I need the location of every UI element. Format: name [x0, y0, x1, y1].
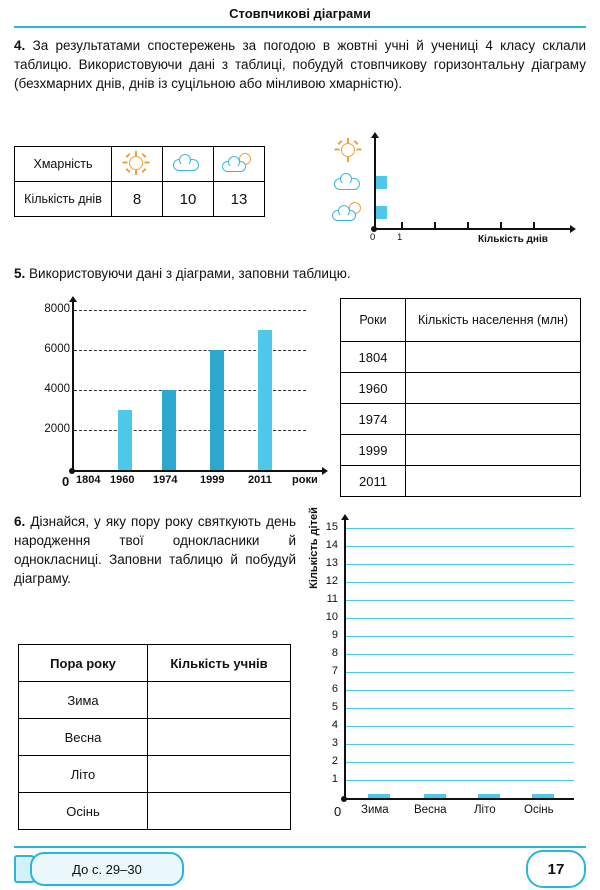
task-4-table [14, 146, 265, 217]
chart6-x-tick-spring: Весна [414, 804, 447, 816]
task-5-header-population: Кількість населення (млн) [406, 299, 581, 342]
chart6-x-tick-winter: Зима [361, 804, 389, 816]
task-5-input-1[interactable] [406, 373, 581, 404]
chart5-x-tick-1960: 1960 [110, 474, 135, 486]
chart5-x-tick-1974: 1974 [153, 474, 178, 486]
chart6-y-tick-11: 11 [326, 593, 338, 605]
chart6-bar-spring [424, 794, 446, 798]
task-4-value-2: 13 [214, 182, 265, 217]
chart6-y-tick-7: 7 [331, 665, 338, 677]
sun-icon-cell [112, 147, 163, 182]
page-number: 17 [526, 850, 586, 888]
chart4-tick [500, 222, 502, 229]
task-5-header-years: Роки [341, 299, 406, 342]
chart6-y-tick-12: 12 [325, 575, 338, 587]
chart6-gridline [344, 762, 574, 763]
chart4-tick-label-1: 1 [397, 232, 403, 243]
chart6-x-tick-summer: Літо [474, 804, 496, 816]
chart5-x-axis-arrow [322, 467, 328, 475]
chart5-bar-1999 [210, 350, 224, 470]
chart6-y-tick-8: 8 [331, 647, 338, 659]
chart6-gridline [344, 528, 574, 529]
chart5-bar-2011 [258, 330, 272, 470]
task-5-input-3[interactable] [406, 435, 581, 466]
chart5-x-axis-label: роки [292, 474, 318, 486]
task-4-row-label-days: Кількість днів [15, 182, 112, 217]
chart6-y-tick-14: 14 [325, 539, 338, 551]
task-5-year-4: 2011 [341, 466, 406, 497]
task-5-year-0: 1804 [341, 342, 406, 373]
table-row [19, 793, 291, 830]
cloud-icon [171, 153, 205, 175]
chart6-gridline [344, 726, 574, 727]
chart4-x-axis-label: Кількість днів [478, 234, 548, 245]
chart6-x-tick-autumn: Осінь [524, 804, 554, 816]
chart4-tick-label-0: 0 [370, 232, 376, 243]
chart5-gridline [74, 310, 306, 311]
task-6-season-0: Зима [19, 682, 148, 719]
task-5-body: Використовуючи дані з діаграми, заповни таблицю. [29, 266, 351, 281]
task-5-year-1: 1960 [341, 373, 406, 404]
chart4-tick [434, 222, 436, 229]
table-row [341, 466, 581, 497]
table-row [341, 299, 581, 342]
chart4-y-axis-arrow [371, 132, 379, 138]
task-6-input-1[interactable] [148, 719, 291, 756]
chart4-tick [467, 222, 469, 229]
task-6-season-1: Весна [19, 719, 148, 756]
chart6-y-tick-13: 13 [325, 557, 338, 569]
task-6-input-0[interactable] [148, 682, 291, 719]
task-5-text [14, 264, 586, 283]
task-6-season-3: Осінь [19, 793, 148, 830]
chart5-y-tick-4000: 4000 [44, 383, 70, 395]
task-5-input-0[interactable] [406, 342, 581, 373]
chart6-gridline [344, 618, 574, 619]
sun-icon [120, 153, 154, 175]
task-5-input-4[interactable] [406, 466, 581, 497]
chart6-y-tick-15: 15 [325, 521, 338, 533]
table-row [19, 756, 291, 793]
chart6-gridline [344, 654, 574, 655]
task-5-chart [14, 300, 334, 500]
chart6-gridline [344, 744, 574, 745]
chart5-origin-dot [69, 468, 75, 474]
sun-cloud-icon-cell [214, 147, 265, 182]
task-4-number: 4. [14, 38, 26, 53]
chart5-origin-label: 0 [62, 474, 70, 489]
table-row [15, 147, 265, 182]
chart6-origin-label: 0 [334, 804, 342, 819]
chart6-y-tick-9: 9 [331, 629, 338, 641]
chart5-bar-1974 [162, 390, 176, 470]
table-row [19, 645, 291, 682]
table-row [19, 719, 291, 756]
chart5-y-axis-arrow [69, 296, 77, 302]
cloud-icon-cell [163, 147, 214, 182]
chart6-y-tick-2: 2 [331, 755, 338, 767]
chart6-y-tick-10: 10 [325, 611, 338, 623]
chart6-gridline [344, 546, 574, 547]
chart6-gridline [344, 780, 574, 781]
task-5-table [340, 298, 581, 497]
task-4-row-label-cloudiness: Хмарність [15, 147, 112, 182]
table-row [341, 373, 581, 404]
chart4-tick [401, 222, 403, 229]
table-row [15, 182, 265, 217]
task-6-table [18, 644, 291, 830]
chart6-gridline [344, 564, 574, 565]
task-4-chart [330, 138, 586, 250]
header-divider [14, 26, 586, 28]
chart6-y-tick-1: 1 [331, 773, 338, 785]
chart5-x-tick-2011: 2011 [248, 474, 272, 486]
chart4-bar-sun-cloud [376, 206, 387, 219]
task-6-input-3[interactable] [148, 793, 291, 830]
chart6-origin-dot [341, 796, 347, 802]
chart6-y-tick-5: 5 [331, 701, 338, 713]
chart5-x-axis [72, 470, 322, 472]
table-row [341, 404, 581, 435]
task-6-chart [306, 507, 586, 832]
chart6-y-axis-arrow [341, 514, 349, 520]
task-6-input-2[interactable] [148, 756, 291, 793]
chart6-gridline [344, 600, 574, 601]
chart6-gridline [344, 672, 574, 673]
chart4-x-axis [374, 228, 570, 230]
task-6-header-season: Пора року [19, 645, 148, 682]
chart6-bar-winter [368, 794, 390, 798]
chart6-x-axis [344, 798, 574, 800]
table-row [19, 682, 291, 719]
chart6-bar-summer [478, 794, 500, 798]
task-4-text [14, 36, 586, 93]
task-6-number: 6. [14, 514, 26, 529]
sun-cloud-icon [222, 153, 256, 175]
task-4-body: За результатами спостережень за погодою в жовтні учні й учениці 4 класу склали таблицю. Використовуючи дані з таблиці, побудуй стовпчикову горизонтальну діаграму (безхмарних днів, днів із суцільною або мінливою хмарністю). [14, 38, 586, 91]
chart6-y-tick-3: 3 [331, 737, 338, 749]
chart5-y-axis [72, 302, 74, 472]
task-6-body: Дізнайся, у яку пору року святкують день народження твої однокласники й однокласниці. Заповни таблицю й побудуй діаграму. [14, 514, 296, 586]
chart6-gridline [344, 708, 574, 709]
chart4-bar-cloud [376, 176, 387, 189]
task-5-year-3: 1999 [341, 435, 406, 466]
chart5-x-tick-1999: 1999 [200, 474, 225, 486]
reference-badge: До с. 29–30 [30, 852, 184, 886]
chart5-y-tick-6000: 6000 [44, 343, 70, 355]
sun-cloud-icon [332, 202, 366, 224]
task-5-year-2: 1974 [341, 404, 406, 435]
chart6-gridline [344, 690, 574, 691]
task-4-value-0: 8 [112, 182, 163, 217]
sun-icon [332, 140, 366, 162]
chart6-gridline [344, 636, 574, 637]
chart4-x-axis-arrow [570, 225, 576, 233]
chart6-gridline [344, 582, 574, 583]
table-row [341, 342, 581, 373]
page-title: Стовпчикові діаграми [229, 6, 371, 21]
chart5-bar-1960 [118, 410, 132, 470]
chart5-y-tick-2000: 2000 [44, 423, 70, 435]
task-5-input-2[interactable] [406, 404, 581, 435]
chart6-y-tick-6: 6 [331, 683, 338, 695]
task-6-text [14, 512, 296, 588]
chart6-y-axis [344, 520, 346, 800]
task-6-header-count: Кількість учнів [148, 645, 291, 682]
chart6-y-axis-title: Кількість дітей [308, 507, 320, 589]
chart5-y-tick-8000: 8000 [44, 303, 70, 315]
task-4-value-1: 10 [163, 182, 214, 217]
chart6-bar-autumn [532, 794, 554, 798]
cloud-icon [332, 172, 366, 194]
table-row [341, 435, 581, 466]
task-5-number: 5. [14, 266, 26, 281]
footer-divider [14, 846, 586, 848]
chart5-x-tick-1804: 1804 [76, 474, 101, 486]
task-6-season-2: Літо [19, 756, 148, 793]
chart6-y-tick-4: 4 [331, 719, 338, 731]
chart4-tick [533, 222, 535, 229]
